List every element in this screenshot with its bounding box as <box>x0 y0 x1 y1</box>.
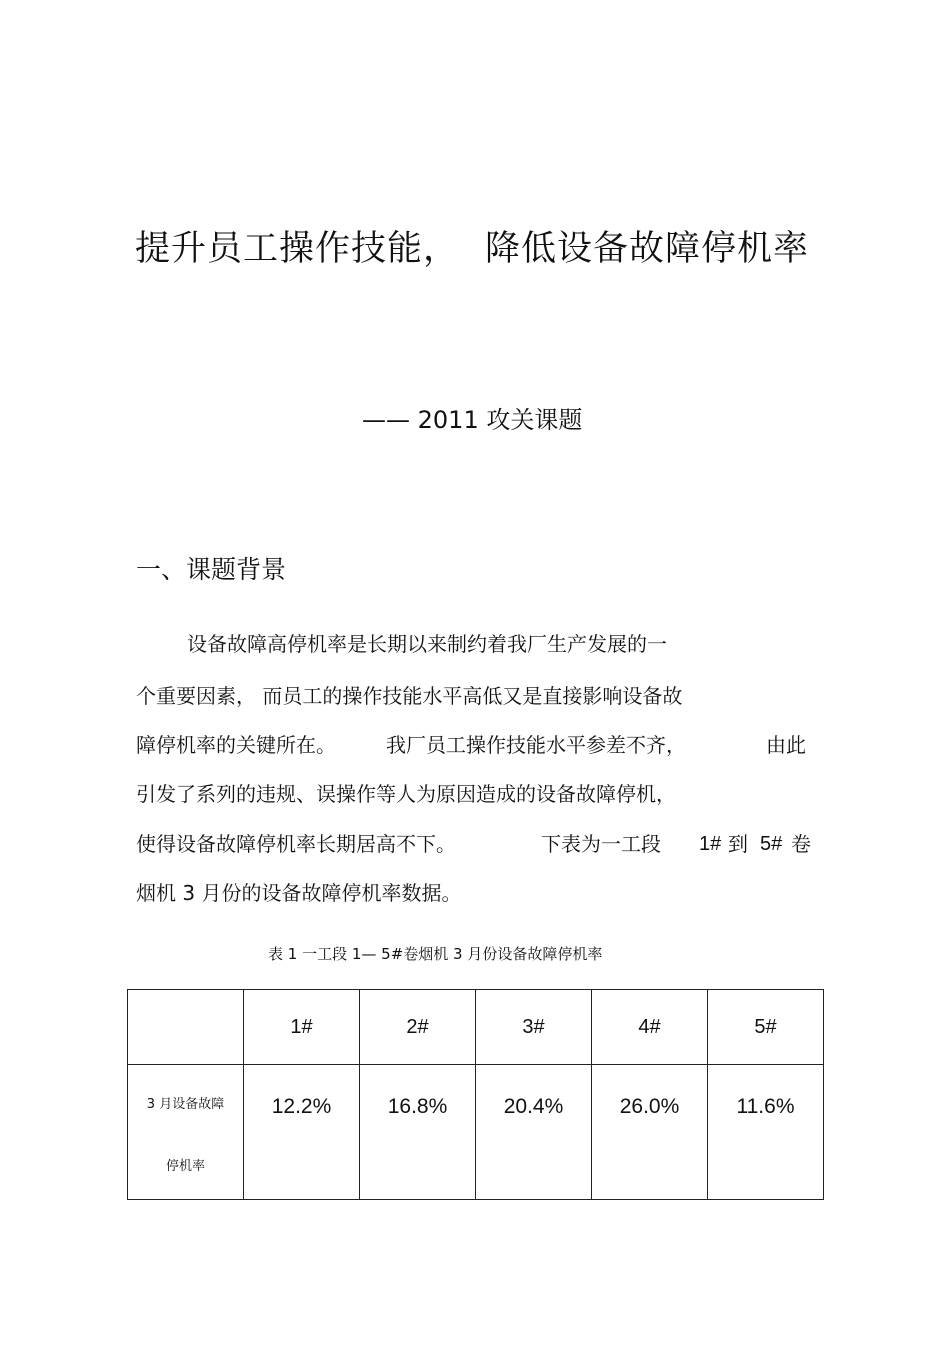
row-label-line-1: 3 月设备故障 <box>146 1097 225 1112</box>
paragraph-line-5-part-b: 下表为一工段 <box>541 832 661 856</box>
title-part-2: 降低设备故障停机率 <box>485 229 810 269</box>
paragraph-line-5 <box>136 829 826 859</box>
table-header-cell: 4# <box>592 990 708 1065</box>
table-header-cell: 5# <box>708 990 824 1065</box>
table-header-row <box>128 990 824 1065</box>
section-heading: 一、课题背景 <box>136 555 287 584</box>
paragraph-line-5-part-e: 5# <box>760 833 783 855</box>
paragraph-line-5-part-d: 到 <box>728 832 748 856</box>
document-subtitle: —— 2011 攻关课题 <box>362 406 583 434</box>
table-caption: 表 1 一工段 1— 5#卷烟机 3 月份设备故障停机率 <box>268 945 603 963</box>
paragraph-line-1: 设备故障高停机率是长期以来制约着我厂生产发展的一 <box>187 632 667 656</box>
paragraph-line-6: 烟机 3 月份的设备故障停机率数据。 <box>136 881 462 905</box>
table-header-cell <box>128 990 244 1065</box>
table-row-label <box>128 1065 244 1200</box>
table-cell: 12.2% <box>244 1065 360 1200</box>
row-label-line-2: 停机率 <box>165 1159 205 1174</box>
downtime-table <box>127 989 824 1200</box>
paragraph-line-3-part-a: 障停机率的关键所在。 <box>136 733 336 757</box>
table-header-cell: 1# <box>244 990 360 1065</box>
paragraph-line-5-part-f: 卷 <box>791 832 811 856</box>
table-cell: 26.0% <box>592 1065 708 1200</box>
table-cell: 20.4% <box>476 1065 592 1200</box>
table-row <box>128 1065 824 1200</box>
document-title <box>135 224 809 274</box>
paragraph-line-4: 引发了系列的违规、误操作等人为原因造成的设备故障停机， <box>136 782 676 806</box>
paragraph-line-5-part-a: 使得设备故障停机率长期居高不下。 <box>136 832 456 856</box>
table-cell: 11.6% <box>708 1065 824 1200</box>
title-part-1: 提升员工操作技能， <box>135 229 460 269</box>
table-header-cell: 2# <box>360 990 476 1065</box>
table-cell: 16.8% <box>360 1065 476 1200</box>
table-header-cell: 3# <box>476 990 592 1065</box>
paragraph-line-3-part-b: 我厂员工操作技能水平参差不齐， <box>386 733 686 757</box>
paragraph-line-3 <box>136 730 826 760</box>
paragraph-line-2: 个重要因素， 而员工的操作技能水平高低又是直接影响设备故 <box>136 684 683 708</box>
paragraph-line-3-part-c: 由此 <box>766 733 806 757</box>
paragraph-line-5-part-c: 1# <box>699 833 722 855</box>
